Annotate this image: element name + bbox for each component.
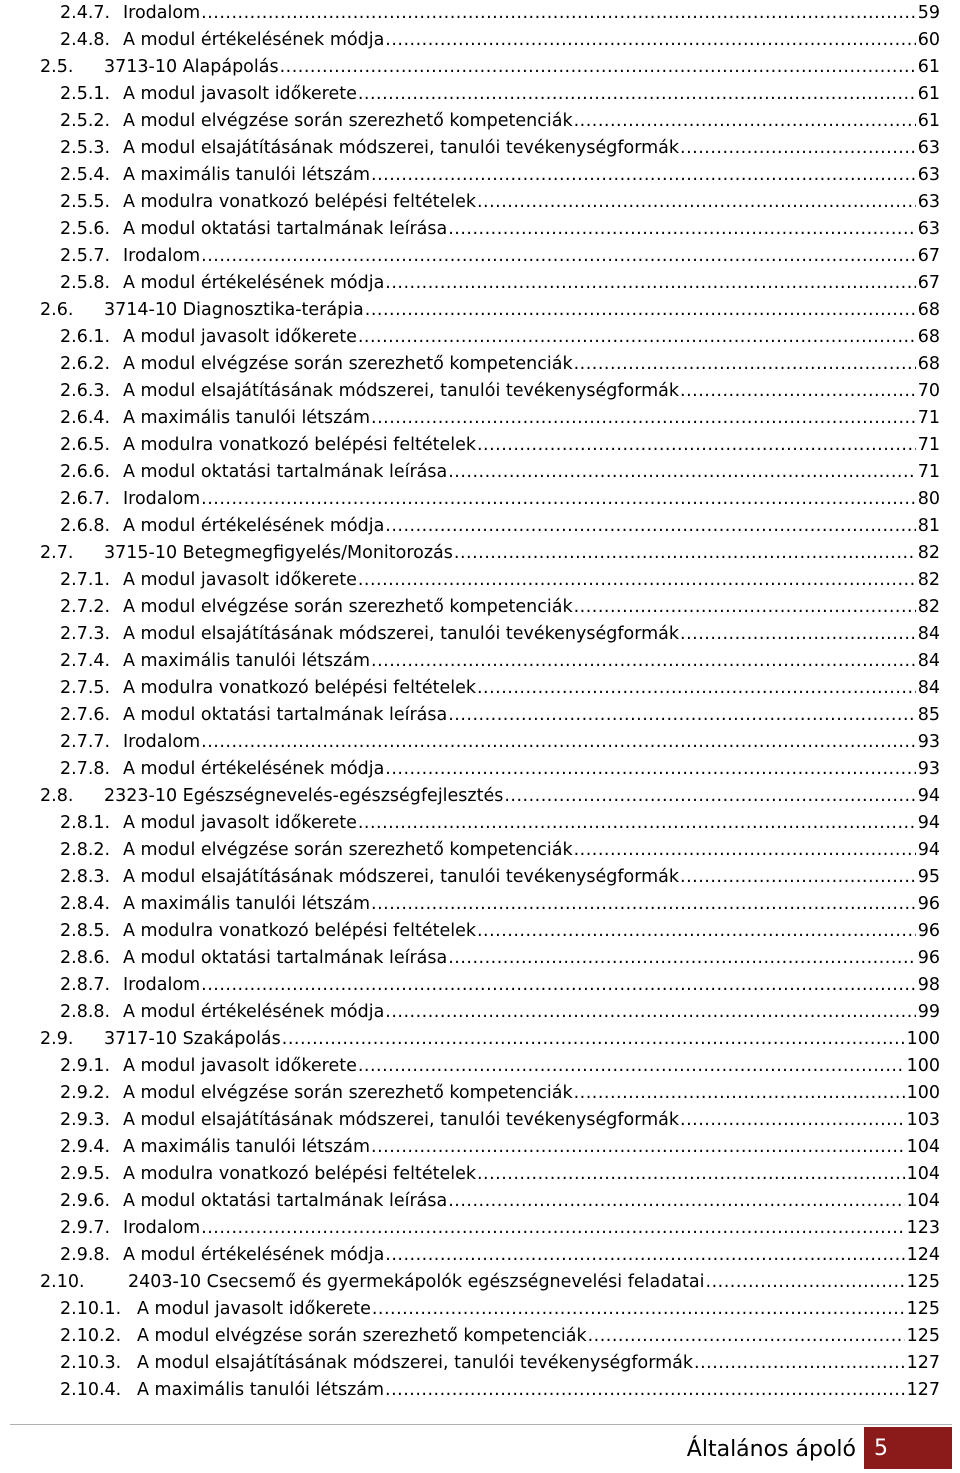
toc-entry-number: 2.6.5. [60,435,111,455]
toc-entry-title: A modul értékelésének módja [123,759,385,779]
toc-leader-dots [385,999,915,1026]
toc-entry-number: 2.9.4. [60,1137,111,1157]
toc-entry[interactable] [40,1323,940,1350]
toc-entry-title: Irodalom [123,246,201,266]
toc-entry-title: A maximális tanulói létszám [123,651,371,671]
toc-entry[interactable] [40,1215,940,1242]
toc-entry[interactable] [40,1107,940,1134]
toc-leader-dots [448,702,915,729]
toc-entry[interactable] [40,945,940,972]
toc-entry-title: A modul értékelésének módja [123,1245,385,1265]
toc-entry-number: 2.7.1. [60,570,111,590]
toc-entry-number: 2.8.7. [60,975,111,995]
toc-leader-dots [477,1161,905,1188]
toc-entry-page: 103 [906,1110,940,1130]
toc-entry-page: 100 [906,1056,940,1076]
toc-entry-title: A modul értékelésének módja [123,30,385,50]
toc-entry[interactable] [40,756,940,783]
toc-entry-page: 104 [906,1164,940,1184]
toc-entry-page: 71 [917,435,940,455]
toc-entry-title: A modulra vonatkozó belépési feltételek [123,1164,476,1184]
toc-entry-page: 82 [917,543,940,563]
toc-leader-dots [477,189,916,216]
toc-entry-title: 2403-10 Csecsemő és gyermekápolók egészségnevelési feladatai [128,1272,705,1292]
toc-entry-number: 2.10.4. [60,1380,122,1400]
toc-entry-title: A modul javasolt időkerete [123,84,357,104]
toc-entry-number: 2.6.4. [60,408,111,428]
toc-entry[interactable] [40,216,940,243]
toc-entry-page: 124 [906,1245,940,1265]
toc-entry[interactable] [40,891,940,918]
toc-entry[interactable] [40,567,940,594]
toc-entry[interactable] [40,1134,940,1161]
toc-entry-page: 61 [917,84,940,104]
toc-leader-dots [201,972,916,999]
toc-entry-title: A modul oktatási tartalmának leírása [123,219,448,239]
toc-leader-dots [371,891,916,918]
toc-entry-number: 2.8. [40,786,74,806]
toc-entry-title: A modul elvégzése során szerezhető kompetenciák [123,354,573,374]
toc-entry-page: 85 [917,705,940,725]
toc-entry-number: 2.8.5. [60,921,111,941]
toc-entry-number: 2.8.4. [60,894,111,914]
toc-entry-title: A modul elvégzése során szerezhető kompetenciák [137,1326,587,1346]
toc-entry[interactable] [40,729,940,756]
toc-entry-page: 63 [917,138,940,158]
toc-entry-page: 80 [917,489,940,509]
toc-entry-number: 2.7.2. [60,597,111,617]
toc-leader-dots [371,1134,905,1161]
toc-entry-page: 61 [917,111,940,131]
toc-leader-dots [680,864,916,891]
toc-entry[interactable] [40,918,940,945]
toc-entry-title: A maximális tanulói létszám [123,408,371,428]
footer-page-number: 5 [864,1427,952,1469]
toc-entry-number: 2.10.2. [60,1326,122,1346]
toc-entry[interactable] [40,189,940,216]
toc-entry-page: 123 [906,1218,940,1238]
toc-entry-number: 2.9.3. [60,1110,111,1130]
toc-entry-title: A maximális tanulói létszám [123,165,371,185]
toc-leader-dots [358,1053,905,1080]
toc-entry-title: A maximális tanulói létszám [123,1137,371,1157]
toc-entry-page: 67 [917,273,940,293]
toc-entry[interactable] [40,27,940,54]
toc-entry[interactable] [40,1296,940,1323]
toc-entry-number: 2.8.3. [60,867,111,887]
toc-leader-dots [385,513,915,540]
toc-entry[interactable] [40,432,940,459]
toc-entry-number: 2.9.2. [60,1083,111,1103]
toc-entry-page: 104 [906,1137,940,1157]
toc-entry-number: 2.5.4. [60,165,111,185]
toc-entry-title: A modul oktatási tartalmának leírása [123,705,448,725]
toc-entry-page: 125 [906,1299,940,1319]
toc-entry-page: 94 [917,813,940,833]
toc-entry-number: 2.9.7. [60,1218,111,1238]
toc-entry-title: A modul javasolt időkerete [123,1056,357,1076]
toc-entry[interactable] [40,1053,940,1080]
toc-entry-page: 127 [906,1380,940,1400]
toc-leader-dots [680,378,916,405]
toc-leader-dots [280,54,916,81]
toc-entry-number: 2.7. [40,543,74,563]
toc-entry[interactable] [40,864,940,891]
toc-entry-page: 100 [906,1029,940,1049]
toc-entry-page: 95 [917,867,940,887]
toc-leader-dots [358,324,916,351]
toc-entry-page: 71 [917,462,940,482]
toc-leader-dots [588,1323,905,1350]
toc-entry-number: 2.7.8. [60,759,111,779]
toc-entry-number: 2.5.3. [60,138,111,158]
toc-leader-dots [385,270,915,297]
toc-entry-number: 2.5.2. [60,111,111,131]
toc-entry[interactable] [40,675,940,702]
toc-entry-title: 2323-10 Egészségnevelés-egészségfejlesztés [104,786,504,806]
toc-entry[interactable] [40,54,940,81]
toc-entry[interactable] [40,594,940,621]
toc-entry-title: A modul elvégzése során szerezhető kompetenciák [123,111,573,131]
toc-entry-title: Irodalom [123,975,201,995]
toc-entry[interactable] [40,810,940,837]
toc-entry[interactable] [40,648,940,675]
toc-leader-dots [680,135,916,162]
toc-entry[interactable] [40,81,940,108]
toc-entry-page: 93 [917,759,940,779]
toc-entry-number: 2.9.8. [60,1245,111,1265]
toc-entry-title: A modul elsajátításának módszerei, tanulói tevékenységformák [123,1110,680,1130]
toc-entry-title: 3717-10 Szakápolás [104,1029,281,1049]
toc-entry-number: 2.6. [40,300,74,320]
toc-entry-number: 2.8.8. [60,1002,111,1022]
toc-entry[interactable] [40,540,940,567]
toc-leader-dots [504,783,915,810]
toc-leader-dots [574,351,916,378]
toc-entry-number: 2.10.3. [60,1353,122,1373]
toc-entry-page: 84 [917,651,940,671]
toc-entry-title: A modul elsajátításának módszerei, tanulói tevékenységformák [123,138,680,158]
toc-entry-page: 127 [906,1353,940,1373]
toc-entry-page: 63 [917,192,940,212]
toc-entry[interactable] [40,621,940,648]
toc-leader-dots [372,1296,905,1323]
toc-entry-page: 82 [917,570,940,590]
toc-entry[interactable] [40,162,940,189]
toc-leader-dots [448,1188,904,1215]
toc-entry-page: 63 [917,165,940,185]
toc-entry-title: 3715-10 Betegmegfigyelés/Monitorozás [104,543,453,563]
toc-leader-dots [201,0,916,27]
toc-entry-title: A maximális tanulói létszám [137,1380,385,1400]
toc-entry[interactable] [40,1080,940,1107]
toc-leader-dots [358,81,916,108]
toc-entry-page: 68 [917,354,940,374]
toc-entry-number: 2.6.1. [60,327,111,347]
toc-entry[interactable] [40,783,940,810]
toc-entry-page: 96 [917,894,940,914]
toc-leader-dots [448,945,915,972]
toc-entry[interactable] [40,486,940,513]
toc-entry-title: A modul javasolt időkerete [137,1299,371,1319]
toc-entry-title: A modul oktatási tartalmának leírása [123,462,448,482]
toc-entry-number: 2.7.3. [60,624,111,644]
toc-entry-title: A modul elsajátításának módszerei, tanulói tevékenységformák [123,624,680,644]
toc-entry-number: 2.5.5. [60,192,111,212]
toc-entry-number: 2.7.7. [60,732,111,752]
toc-entry-number: 2.5.6. [60,219,111,239]
toc-entry[interactable] [40,1269,940,1296]
toc-entry-number: 2.10. [40,1272,85,1292]
toc-entry-title: Irodalom [123,489,201,509]
toc-entry-title: A modul értékelésének módja [123,516,385,536]
toc-entry-page: 84 [917,678,940,698]
toc-entry-page: 125 [906,1326,940,1346]
toc-entry[interactable] [40,459,940,486]
toc-leader-dots [282,1026,905,1053]
toc-entry-page: 67 [917,246,940,266]
toc-entry[interactable] [40,702,940,729]
toc-entry-title: A modul elsajátításának módszerei, tanulói tevékenységformák [123,381,680,401]
toc-entry-number: 2.6.8. [60,516,111,536]
toc-entry[interactable] [40,1242,940,1269]
toc-leader-dots [385,27,915,54]
toc-entry-title: A modul elvégzése során szerezhető kompetenciák [123,1083,573,1103]
toc-leader-dots [371,405,916,432]
toc-leader-dots [574,108,916,135]
toc-entry-number: 2.5.7. [60,246,111,266]
toc-entry[interactable] [40,1026,940,1053]
toc-leader-dots [358,567,916,594]
toc-entry-number: 2.7.5. [60,678,111,698]
toc-leader-dots [706,1269,905,1296]
footer-divider [10,1424,952,1425]
toc-entry-number: 2.10.1. [60,1299,122,1319]
toc-leader-dots [385,1242,904,1269]
toc-entry-title: A modulra vonatkozó belépési feltételek [123,921,476,941]
toc-entry-page: 96 [917,948,940,968]
toc-entry[interactable] [40,972,940,999]
toc-entry-page: 94 [917,786,940,806]
toc-entry-number: 2.6.3. [60,381,111,401]
toc-entry-title: A modul értékelésének módja [123,1002,385,1022]
toc-leader-dots [477,432,916,459]
toc-entry-page: 125 [906,1272,940,1292]
toc-entry[interactable] [40,108,940,135]
toc-leader-dots [574,1080,905,1107]
toc-entry-number: 2.6.6. [60,462,111,482]
toc-leader-dots [365,297,916,324]
toc-entry-number: 2.9.1. [60,1056,111,1076]
toc-entry-number: 2.9. [40,1029,74,1049]
toc-entry-page: 68 [917,327,940,347]
toc-entry-title: A modulra vonatkozó belépési feltételek [123,678,476,698]
toc-entry-page: 96 [917,921,940,941]
toc-entry-title: 3713-10 Alapápolás [104,57,279,77]
toc-entry-page: 93 [917,732,940,752]
toc-entry-title: A modul javasolt időkerete [123,813,357,833]
toc-entry-number: 2.7.4. [60,651,111,671]
toc-leader-dots [694,1350,905,1377]
toc-entry-page: 61 [917,57,940,77]
toc-leader-dots [385,756,915,783]
toc-entry-title: Irodalom [123,732,201,752]
toc-entry-page: 99 [917,1002,940,1022]
toc-entry-title: A modul oktatási tartalmának leírása [123,1191,448,1211]
toc-entry-title: A modul oktatási tartalmának leírása [123,948,448,968]
toc-entry-number: 2.4.8. [60,30,111,50]
toc-entry-number: 2.7.6. [60,705,111,725]
toc-entry-title: 3714-10 Diagnosztika-terápia [104,300,364,320]
toc-entry-title: A modul elvégzése során szerezhető kompetenciák [123,840,573,860]
toc-entry[interactable] [40,1188,940,1215]
toc-leader-dots [574,837,916,864]
toc-leader-dots [201,729,916,756]
toc-leader-dots [477,918,916,945]
toc-entry-number: 2.5.8. [60,273,111,293]
toc-entry-number: 2.5. [40,57,74,77]
toc-entry-number: 2.9.5. [60,1164,111,1184]
toc-entry-number: 2.9.6. [60,1191,111,1211]
toc-entry[interactable] [40,1377,940,1404]
toc-entry-page: 100 [906,1083,940,1103]
toc-entry-title: Irodalom [123,3,201,23]
toc-leader-dots [448,459,915,486]
toc-leader-dots [454,540,916,567]
toc-entry[interactable] [40,1350,940,1377]
toc-entry-page: 68 [917,300,940,320]
toc-entry[interactable] [40,837,940,864]
toc-entry-page: 82 [917,597,940,617]
toc-entry[interactable] [40,999,940,1026]
toc-entry-page: 84 [917,624,940,644]
toc-leader-dots [680,1107,905,1134]
toc-entry-title: A modul elsajátításának módszerei, tanulói tevékenységformák [123,867,680,887]
toc-leader-dots [358,810,916,837]
toc-entry[interactable] [40,270,940,297]
toc-entry-number: 2.6.7. [60,489,111,509]
toc-entry[interactable] [40,513,940,540]
toc-leader-dots [371,162,916,189]
toc-entry-page: 94 [917,840,940,860]
toc-entry-page: 71 [917,408,940,428]
toc-leader-dots [201,486,916,513]
toc-entry[interactable] [40,405,940,432]
toc-entry[interactable] [40,135,940,162]
toc-entry-title: A modul elsajátításának módszerei, tanulói tevékenységformák [137,1353,694,1373]
toc-entry-title: A modul javasolt időkerete [123,570,357,590]
toc-leader-dots [385,1377,905,1404]
toc-entry[interactable] [40,1161,940,1188]
toc-entry-title: A maximális tanulói létszám [123,894,371,914]
toc-entry-title: A modul javasolt időkerete [123,327,357,347]
toc-entry-page: 104 [906,1191,940,1211]
toc-leader-dots [477,675,916,702]
toc-entry-number: 2.4.7. [60,3,111,23]
toc-entry-number: 2.8.2. [60,840,111,860]
toc-entry-number: 2.8.6. [60,948,111,968]
toc-entry-number: 2.5.1. [60,84,111,104]
toc-entry-number: 2.6.2. [60,354,111,374]
toc-entry-page: 70 [917,381,940,401]
toc-entry-page: 60 [917,30,940,50]
toc-leader-dots [448,216,915,243]
toc-leader-dots [201,243,916,270]
toc-entry[interactable] [40,297,940,324]
toc-entry-page: 59 [917,3,940,23]
toc-entry[interactable] [40,378,940,405]
toc-entry[interactable] [40,243,940,270]
toc-leader-dots [680,621,916,648]
toc-entry-page: 98 [917,975,940,995]
toc-entry-page: 63 [917,219,940,239]
toc-entry[interactable] [40,324,940,351]
footer-title: Általános ápoló [686,1437,856,1462]
toc-entry-title: A modul elvégzése során szerezhető kompetenciák [123,597,573,617]
toc-entry-title: A modul értékelésének módja [123,273,385,293]
toc-entry[interactable] [40,0,940,27]
toc-entry-title: Irodalom [123,1218,201,1238]
toc-entry-number: 2.8.1. [60,813,111,833]
toc-entry[interactable] [40,351,940,378]
toc-entry-title: A modulra vonatkozó belépési feltételek [123,435,476,455]
toc-entry-title: A modulra vonatkozó belépési feltételek [123,192,476,212]
toc-leader-dots [201,1215,904,1242]
toc-leader-dots [574,594,916,621]
toc-entry-page: 81 [917,516,940,536]
toc-leader-dots [371,648,916,675]
